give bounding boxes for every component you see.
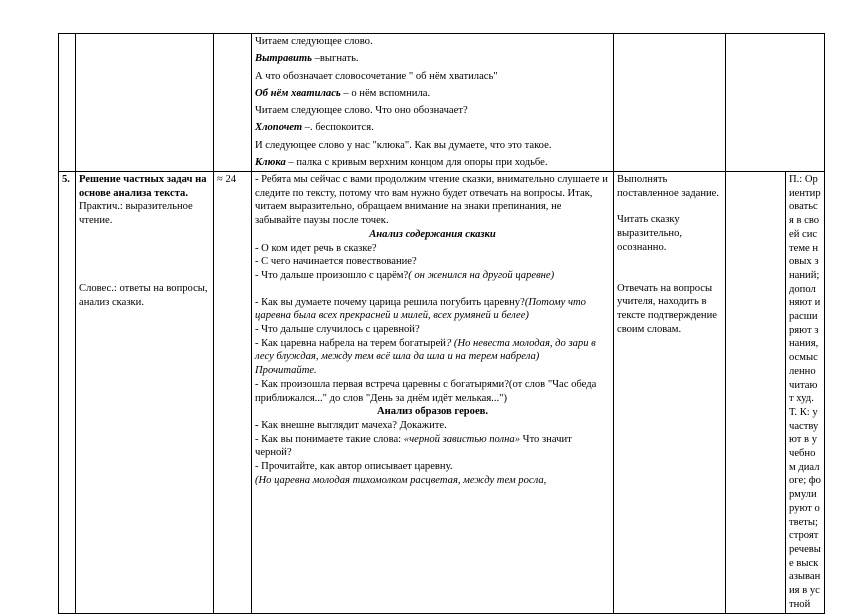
teacher-intro: - Ребята мы сейчас с вами продолжим чтение сказки, внимательно слушаете и следите по тексту, потому что вам нужно будет отвечать на вопросы. Итак, читаем выразительно, обращаем внимание на знаки препинания, не забывайте паузы после точек.	[255, 174, 608, 227]
time-value: ≈ 24	[217, 174, 237, 185]
cell-time-empty	[214, 34, 252, 172]
uud-text: П.: Ориентироваться в своей системе новых знаний; дополняют и расширяют знания, осмысленно читают худ. Т. К: участвуют в учебном диалоге; формулируют ответы; строят речевые высказывания в устной	[789, 174, 821, 610]
vocab-definition: –. беспокоится.	[302, 122, 374, 134]
student-activity-1: Выполнять поставленное задание.	[617, 174, 720, 199]
vocab-line	[255, 87, 610, 101]
method-verbal: Словес.: ответы на вопросы, анализ сказки.	[79, 282, 208, 308]
cell-uud-empty	[726, 34, 825, 172]
vocab-line: И следующее слово у нас "клюка". Как вы думаете, что это такое.	[255, 139, 552, 151]
table-row-5	[59, 172, 825, 614]
question-10-quote: (Но царевна молодая тихомолком расцветая, между тем росла,	[255, 474, 547, 486]
cell-time	[214, 172, 252, 614]
question-3-text: - Что дальше произошло с царём?	[255, 269, 409, 281]
question-7	[255, 378, 610, 405]
cell-number-empty	[59, 34, 76, 172]
question-9-tail: Что значит черной?	[255, 433, 572, 459]
cell-stage	[76, 172, 214, 614]
read-instruction: Прочитайте.	[255, 365, 317, 377]
question-9-text: - Как вы понимаете такие слова:	[255, 433, 404, 445]
question-4	[255, 296, 610, 323]
vocab-line	[255, 156, 610, 170]
vocab-term: Клюка	[255, 157, 286, 169]
vocab-term: Об нём хватилась	[255, 87, 341, 99]
question-8-text: Как внешне выглядит мачеха? Докажите.	[261, 419, 447, 431]
vocab-definition: –выгнать.	[311, 53, 359, 65]
question-4-text: - Как вы думаете почему царица решила погубить царевну?	[255, 296, 525, 308]
vocab-line	[255, 121, 610, 135]
vocab-term: Хлопочет	[255, 122, 303, 134]
question-4-answer: (Потому что царевна была всех прекрасней и милей, всех румяней и белее)	[255, 296, 586, 322]
cell-stage-empty	[76, 34, 214, 172]
heading-characters-analysis: Анализ образов героев.	[376, 406, 489, 418]
cell-empty	[726, 172, 786, 614]
vocab-line: А что обозначает словосочетание " об нём хватилась"	[255, 70, 498, 82]
method-practical: Практич.: выразительное чтение.	[79, 201, 193, 227]
vocab-definition: – о нём вспомнила.	[340, 87, 431, 99]
question-7-range: ?(от слов "Час обеда приближался..." до слов "День за днём идёт мелькая...")	[255, 378, 597, 404]
question-10: - Прочитайте, как автор описывает царевну.	[255, 461, 453, 473]
table-row-previous	[59, 34, 825, 172]
question-6-text: - Как царевна набрела на терем богатырей	[255, 337, 446, 349]
vocab-term: Вытравить	[255, 53, 312, 65]
question-6-answer: ? (Но невеста молодая, до зари в лесу блуждая, между тем всё шла да шла и на терем набрела)	[255, 337, 596, 363]
cell-student-activity	[614, 172, 726, 614]
vocab-line	[255, 52, 610, 66]
question-2: - С чего начинается повествование?	[255, 256, 417, 268]
student-activity-2: Читать сказку выразительно, осознанно.	[617, 214, 683, 253]
question-3	[255, 269, 610, 283]
cell-teacher-activity	[252, 172, 614, 614]
vocab-definition: – палка с кривым верхним концом для опоры при ходьбе.	[285, 157, 548, 169]
cell-teacher-activity-prev	[252, 34, 614, 172]
stage-number: 5.	[62, 174, 70, 185]
question-7-text: - Как произошла первая встреча царевны с богатырями	[255, 378, 505, 390]
student-activity-3: Отвечать на вопросы учителя, находить в тексте подтверждение своим словам.	[617, 282, 717, 335]
question-3-answer: ( он женился на другой царевне)	[408, 269, 555, 281]
cell-uud	[786, 172, 825, 614]
question-6	[255, 337, 610, 364]
stage-title: Решение частных задач на основе анализа текста.	[79, 174, 207, 199]
cell-student-empty	[614, 34, 726, 172]
heading-content-analysis: Анализ содержания сказки	[369, 228, 496, 240]
question-8: - Как внешне выглядит мачеха? Докажите.	[255, 419, 447, 431]
cell-number	[59, 172, 76, 614]
lesson-plan-table	[58, 33, 825, 614]
question-9	[255, 433, 610, 460]
question-5: - Что дальше случилось с царевной?	[255, 324, 420, 336]
vocab-line: Читаем следующее слово.	[255, 36, 373, 47]
vocab-line: Читаем следующее слово. Что оно обозначает?	[255, 105, 468, 117]
question-9-quote: «черной завистью полна»	[403, 433, 521, 445]
question-1: - О ком идет речь в сказке?	[255, 242, 377, 254]
